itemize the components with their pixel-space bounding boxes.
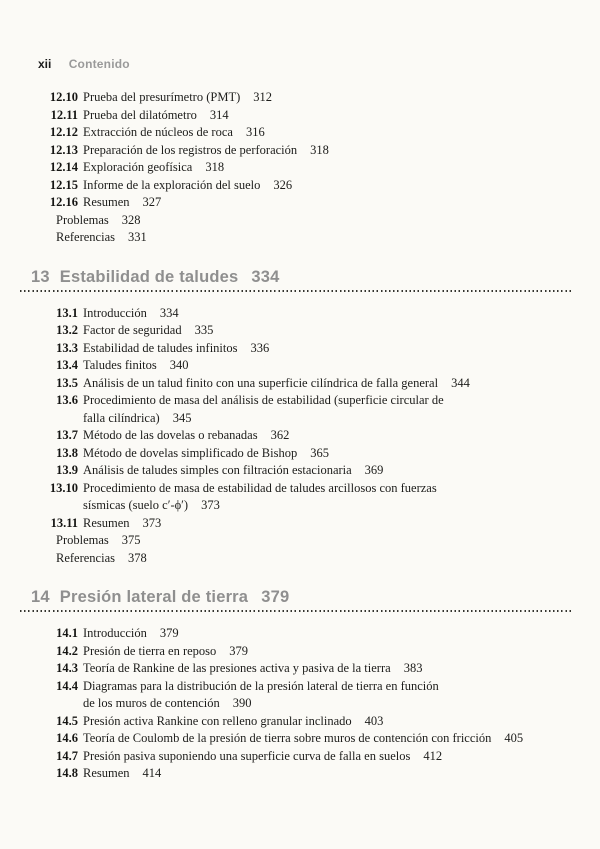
toc-entry-number: 12.14 <box>49 160 78 174</box>
toc-entry-page: 378 <box>128 550 147 565</box>
toc-entry-number: 14.4 <box>56 678 78 693</box>
toc-entry-label <box>83 713 383 731</box>
toc-entry-continuation <box>83 497 437 515</box>
toc-entry-page: 326 <box>273 177 293 192</box>
toc-entry-text: Método de dovelas simplificado de Bishop <box>83 445 298 460</box>
toc-entry <box>30 462 572 480</box>
toc-entry-text: Informe de la exploración del suelo <box>83 177 261 192</box>
toc-entry-label <box>56 550 147 568</box>
entry-list <box>30 625 572 783</box>
toc-entry-text: Problemas <box>56 533 109 547</box>
toc-entry-label <box>83 730 523 748</box>
toc-entry <box>30 713 572 731</box>
toc-entry-text: Problemas <box>56 212 109 227</box>
toc-entry <box>30 229 572 247</box>
toc-entry-continuation <box>83 410 444 428</box>
toc-entry-page: 318 <box>205 160 225 174</box>
toc-entry <box>30 765 572 783</box>
toc-entry <box>30 730 572 748</box>
chapter-title: Presión lateral de tierra <box>59 588 249 606</box>
toc-entry-page: 414 <box>142 766 162 780</box>
toc-entry-number: 13.4 <box>56 358 78 372</box>
toc-entry <box>30 550 572 568</box>
toc-entry-page: 331 <box>128 230 147 244</box>
toc-entry <box>30 445 572 463</box>
toc-entry-label <box>83 357 189 375</box>
toc-entry-text: Introducción <box>83 626 147 640</box>
dotted-rule <box>20 290 572 292</box>
toc-entry-text: Introducción <box>83 305 147 320</box>
toc-entry-text: de los muros de contención <box>83 696 220 710</box>
toc-entry-number: 13.6 <box>56 393 78 407</box>
toc-entry-number: 13.5 <box>56 375 78 390</box>
toc-entry-text: Prueba del dilatómetro <box>83 107 197 122</box>
toc-entry-text: Diagramas para la distribución de la presión lateral de tierra en función <box>83 678 439 693</box>
toc-entry-label <box>83 305 179 323</box>
toc-entry-number: 14.2 <box>56 643 78 658</box>
toc-entry-label <box>83 89 272 107</box>
toc-entry-page: 383 <box>403 661 423 675</box>
toc-entry <box>30 660 572 678</box>
toc-section <box>30 89 572 247</box>
toc-entry <box>30 89 572 107</box>
toc-entry-number: 13.3 <box>56 340 78 355</box>
toc-entry-page: 314 <box>209 107 229 122</box>
toc-entry-text: Prueba del presurímetro (PMT) <box>83 90 241 104</box>
toc-entry-label <box>56 212 141 230</box>
toc-entry <box>30 625 572 643</box>
toc-entry-number: 13.8 <box>56 445 78 460</box>
toc-entry <box>30 159 572 177</box>
toc-entry-number: 13.1 <box>56 305 78 320</box>
toc-entry-number: 12.10 <box>49 90 78 104</box>
toc-entry-text: Preparación de los registros de perforación <box>83 142 298 157</box>
toc-entry-page: 328 <box>121 212 141 227</box>
toc-entry-text: Procedimiento de masa del análisis de estabilidad (superficie circular de <box>83 393 444 407</box>
toc-entry-label <box>83 765 161 783</box>
toc-entry-page: 373 <box>201 498 220 512</box>
toc-entry-page: 344 <box>451 375 470 390</box>
toc-entry-label <box>83 375 470 393</box>
toc-entry-label <box>83 194 161 212</box>
toc-sections <box>30 89 572 783</box>
toc-entry-text: Resumen <box>83 515 130 530</box>
toc-entry <box>30 643 572 661</box>
toc-entry-number: 14.7 <box>56 748 78 763</box>
toc-entry-number: 13.9 <box>56 463 78 477</box>
toc-section <box>30 587 572 783</box>
toc-entry-page: 403 <box>364 713 384 728</box>
toc-entry-label <box>83 124 265 142</box>
toc-entry-label <box>83 480 437 515</box>
toc-entry-label <box>83 142 329 160</box>
page-title: Contenido <box>68 57 130 71</box>
toc-entry-page: 369 <box>364 463 384 477</box>
toc-entry-page: 390 <box>232 696 252 710</box>
toc-entry-page: 327 <box>142 195 162 209</box>
toc-entry-text: Referencias <box>56 550 115 565</box>
toc-entry-label <box>83 643 248 661</box>
chapter-number: 13 <box>31 267 50 286</box>
toc-entry-text: sísmicas (suelo c′-ϕ′) <box>83 498 189 512</box>
toc-entry <box>30 212 572 230</box>
toc-entry-page: 318 <box>310 142 329 157</box>
toc-entry-label <box>83 748 442 766</box>
chapter-page: 379 <box>261 588 290 606</box>
toc-entry <box>30 124 572 142</box>
toc-entry <box>30 515 572 533</box>
chapter-page: 334 <box>251 267 280 286</box>
toc-entry <box>30 375 572 393</box>
toc-entry-page: 312 <box>253 90 273 104</box>
toc-entry-text: Taludes finitos <box>83 358 157 372</box>
toc-entry <box>30 194 572 212</box>
toc-entry <box>30 748 572 766</box>
toc-entry <box>30 392 572 427</box>
toc-entry-continuation <box>83 695 439 713</box>
toc-entry-number: 12.13 <box>49 142 78 157</box>
toc-entry-number: 12.12 <box>49 125 78 139</box>
toc-entry-number: 13.2 <box>56 323 78 337</box>
toc-entry-number: 14.3 <box>56 661 78 675</box>
toc-entry-label <box>83 107 229 125</box>
toc-entry-text: Presión activa Rankine con relleno granular inclinado <box>83 713 352 728</box>
toc-entry-label <box>83 340 269 358</box>
toc-entry-text: Procedimiento de masa de estabilidad de taludes arcillosos con fuerzas <box>83 480 437 495</box>
page-folio: xii <box>38 57 52 71</box>
toc-entry <box>30 340 572 358</box>
toc-entry-label <box>83 462 383 480</box>
chapter-heading <box>31 267 572 287</box>
toc-entry-number: 12.16 <box>49 195 78 209</box>
toc-entry-page: 405 <box>504 731 524 745</box>
toc-entry-text: Referencias <box>56 230 115 244</box>
toc-entry-page: 375 <box>121 533 141 547</box>
toc-entry-number: 13.11 <box>50 515 78 530</box>
toc-entry-number: 14.1 <box>56 626 78 640</box>
toc-entry-page: 334 <box>159 305 179 320</box>
toc-entry-text: Análisis de taludes simples con filtración estacionaria <box>83 463 352 477</box>
toc-entry <box>30 305 572 323</box>
dotted-rule <box>20 610 572 612</box>
toc-entry-text: Análisis de un talud finito con una superficie cilíndrica de falla general <box>83 375 439 390</box>
toc-entry-number: 14.5 <box>56 713 78 728</box>
entry-list <box>30 89 572 247</box>
toc-entry-number: 12.11 <box>50 107 78 122</box>
toc-entry-page: 362 <box>270 428 290 442</box>
toc-entry-page: 335 <box>194 323 214 337</box>
toc-entry-page: 340 <box>169 358 189 372</box>
toc-entry <box>30 142 572 160</box>
toc-entry-label <box>83 427 289 445</box>
toc-entry <box>30 480 572 515</box>
chapter-number: 14 <box>31 588 50 606</box>
toc-entry-number: 13.7 <box>56 428 78 442</box>
toc-entry-label <box>83 660 422 678</box>
toc-entry <box>30 532 572 550</box>
toc-entry-label <box>56 229 147 247</box>
toc-entry <box>30 678 572 713</box>
toc-entry-text: Exploración geofísica <box>83 160 193 174</box>
toc-entry-label <box>83 159 224 177</box>
toc-entry-text: Teoría de Coulomb de la presión de tierra sobre muros de contención con fricción <box>83 731 492 745</box>
toc-entry-label <box>83 515 161 533</box>
toc-entry-label <box>56 532 141 550</box>
toc-entry-page: 316 <box>245 125 265 139</box>
toc-entry-text: Presión de tierra en reposo <box>83 643 217 658</box>
toc-entry-label <box>83 625 179 643</box>
chapter-title: Estabilidad de taludes <box>59 267 239 286</box>
toc-entry-text: Método de las dovelas o rebanadas <box>83 428 258 442</box>
toc-entry-number: 13.10 <box>49 480 78 495</box>
toc-entry-text: Extracción de núcleos de roca <box>83 125 233 139</box>
toc-entry-text: Factor de seguridad <box>83 323 182 337</box>
page-header <box>30 57 572 72</box>
toc-entry-label <box>83 678 439 713</box>
toc-entry-label <box>83 322 213 340</box>
toc-entry <box>30 177 572 195</box>
toc-entry-text: Presión pasiva suponiendo una superficie curva de falla en suelos <box>83 748 411 763</box>
toc-entry-label <box>83 177 292 195</box>
toc-entry <box>30 322 572 340</box>
chapter-heading <box>31 587 572 607</box>
toc-entry-text: falla cilíndrica) <box>83 410 160 425</box>
toc-entry <box>30 427 572 445</box>
toc-entry-text: Resumen <box>83 766 130 780</box>
toc-entry-text: Resumen <box>83 195 130 209</box>
toc-entry-page: 365 <box>310 445 329 460</box>
toc-entry-label <box>83 445 329 463</box>
toc-entry-page: 336 <box>250 340 270 355</box>
toc-entry-page: 345 <box>172 410 192 425</box>
toc-entry-label <box>83 392 444 427</box>
toc-entry-page: 379 <box>159 626 179 640</box>
toc-entry-number: 14.8 <box>56 766 78 780</box>
toc-entry-page: 379 <box>229 643 249 658</box>
entry-list <box>30 305 572 568</box>
toc-section <box>30 267 572 568</box>
toc-entry <box>30 107 572 125</box>
toc-entry-number: 12.15 <box>49 177 78 192</box>
toc-entry <box>30 357 572 375</box>
toc-entry-text: Teoría de Rankine de las presiones activa y pasiva de la tierra <box>83 661 391 675</box>
toc-entry-page: 373 <box>142 515 162 530</box>
toc-entry-number: 14.6 <box>56 731 78 745</box>
toc-entry-text: Estabilidad de taludes infinitos <box>83 340 238 355</box>
toc-entry-page: 412 <box>423 748 443 763</box>
